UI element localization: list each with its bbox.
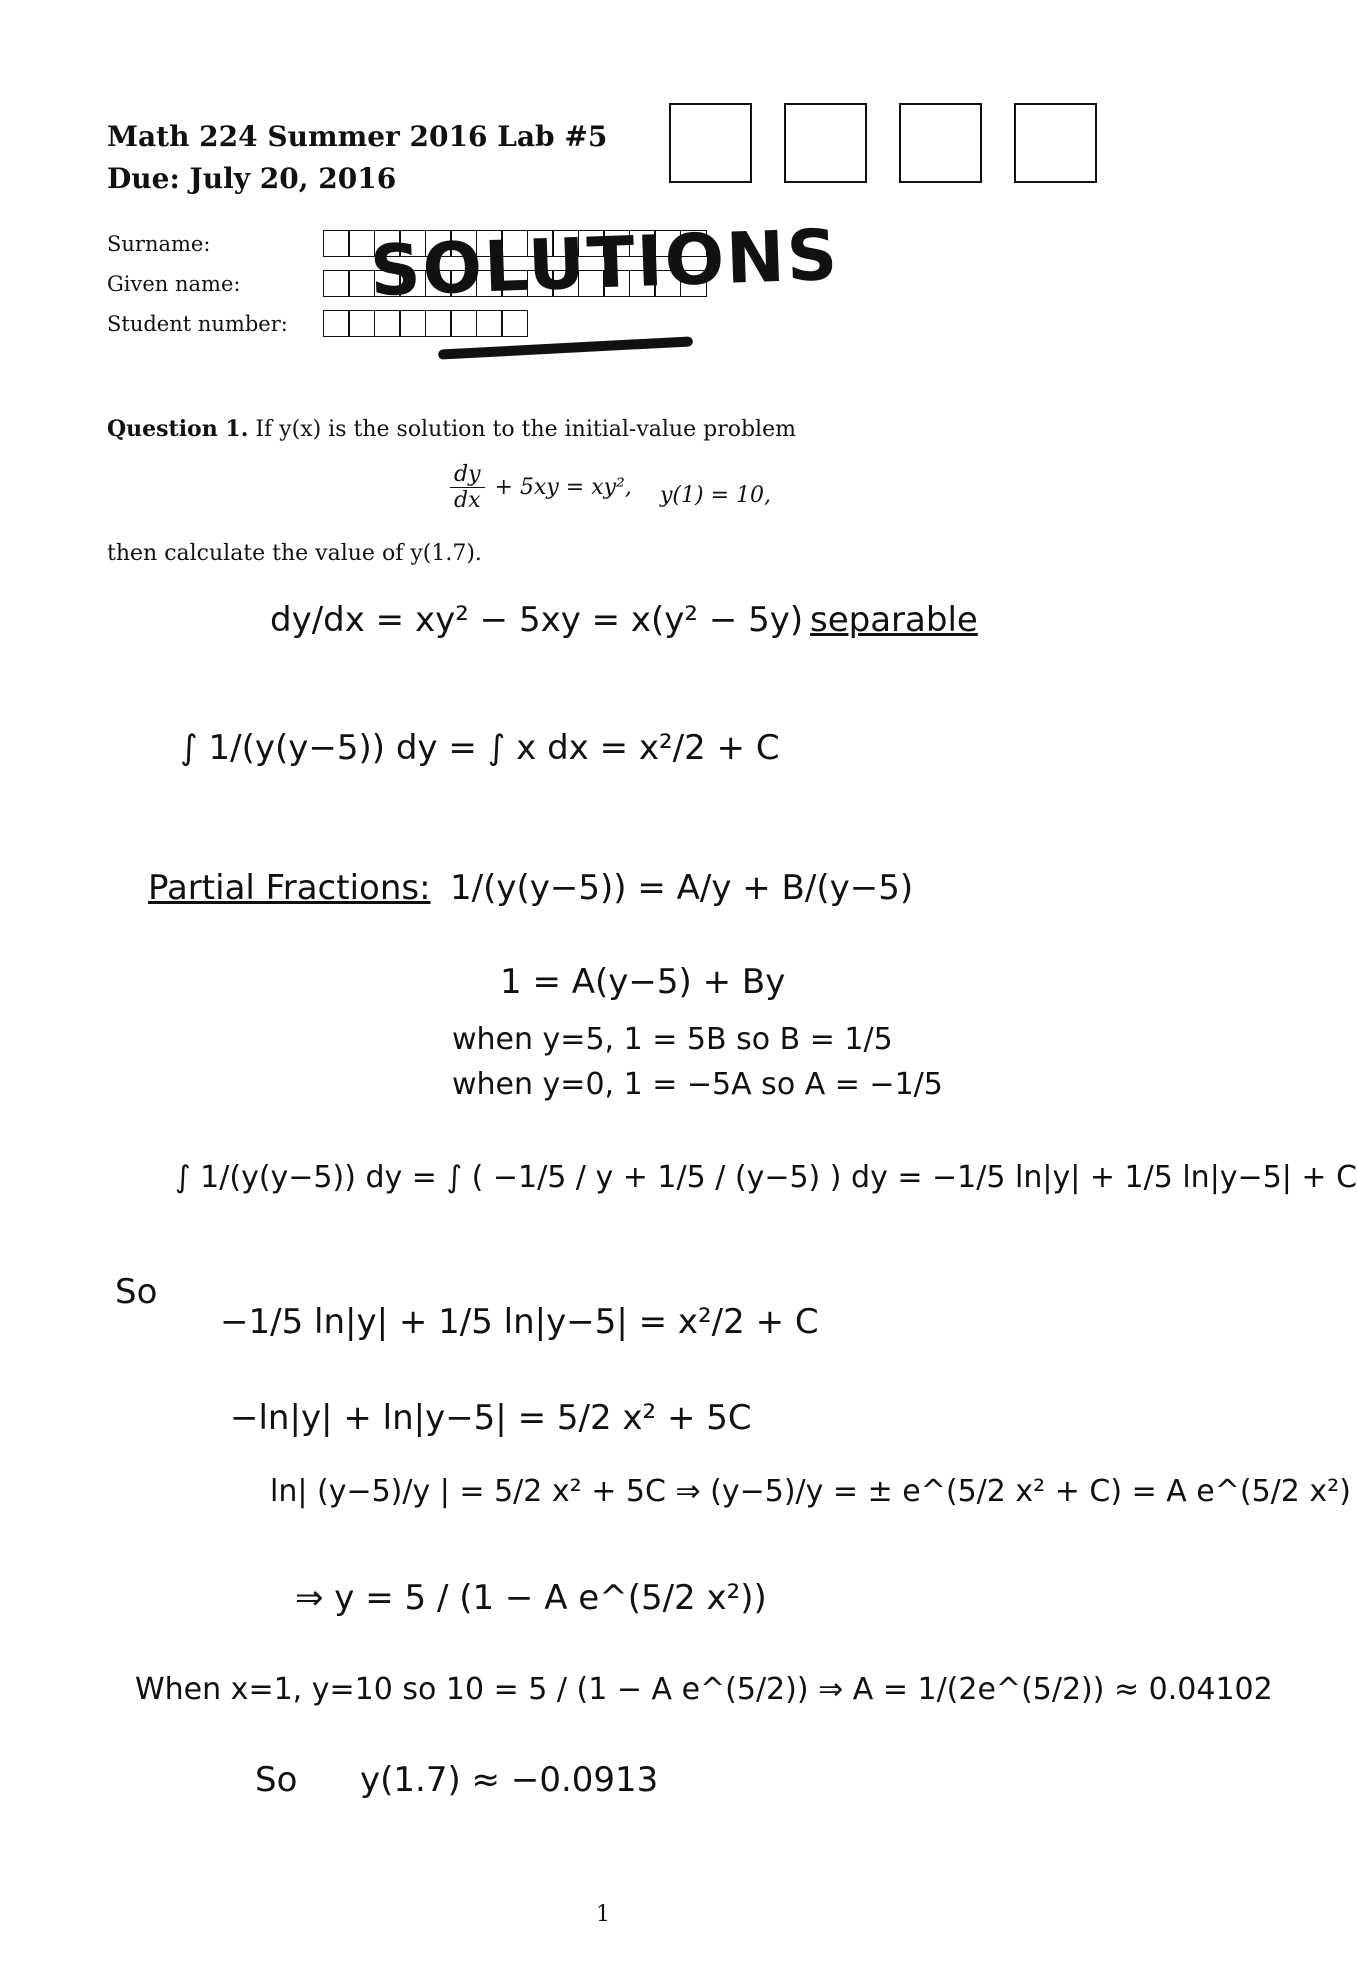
equation-rest: + 5xy = xy², — [494, 475, 632, 500]
separable-note: separable — [810, 600, 978, 640]
partial-fractions-label: Partial Fractions: — [148, 868, 431, 908]
grid-cell — [476, 310, 503, 337]
partial-fractions-eq: 1/(y(y−5)) = A/y + B/(y−5) — [450, 868, 914, 908]
grade-box — [1014, 103, 1097, 183]
due-date: Due: July 20, 2016 — [107, 162, 397, 195]
work-line-1: dy/dx = xy² − 5xy = x(y² − 5y) — [270, 600, 804, 640]
pf-line-3: when y=0, 1 = −5A so A = −1/5 — [452, 1067, 943, 1102]
derivative-fraction — [450, 462, 485, 513]
grid-cell — [399, 310, 426, 337]
step-1: −1/5 ln|y| + 1/5 ln|y−5| = x²/2 + C — [220, 1302, 819, 1342]
page-number: 1 — [596, 1902, 610, 1927]
grid-cell — [425, 310, 452, 337]
stamp-underline — [438, 336, 693, 359]
solutions-stamp: SOLUTIONS — [368, 213, 841, 313]
grid-cell — [450, 310, 477, 337]
question-label: Question 1. — [107, 416, 249, 442]
grid-cell — [374, 310, 401, 337]
grid-cell — [323, 310, 350, 337]
grade-boxes — [669, 103, 1097, 183]
step-3: ln| (y−5)/y | = 5/2 x² + 5C ⇒ (y−5)/y = ± e^(5/2 x² + C) = A e^(5/2 x²) — [270, 1474, 1351, 1509]
lab-title: Math 224 Summer 2016 Lab #5 — [107, 120, 608, 153]
step-4: ⇒ y = 5 / (1 − A e^(5/2 x²)) — [295, 1578, 767, 1618]
integral-line: ∫ 1/(y(y−5)) dy = ∫ ( −1/5 / y + 1/5 / (y−5) ) dy = −1/5 ln|y| + 1/5 ln|y−5| + C — [175, 1160, 1357, 1195]
grade-box — [784, 103, 867, 183]
question-prompt — [107, 416, 796, 442]
pf-line-2: when y=5, 1 = 5B so B = 1/5 — [452, 1022, 893, 1057]
work-line-2: ∫ 1/(y(y−5)) dy = ∫ x dx = x²/2 + C — [180, 728, 780, 768]
given-name-label: Given name: — [107, 272, 241, 296]
grid-cell — [501, 310, 528, 337]
grade-box — [899, 103, 982, 183]
student-number-label: Student number: — [107, 312, 288, 336]
ode-equation — [450, 462, 632, 513]
so-label-2: So — [255, 1760, 298, 1800]
initial-condition: y(1) = 10, — [660, 483, 771, 508]
final-answer: y(1.7) ≈ −0.0913 — [360, 1760, 659, 1800]
surname-label: Surname: — [107, 232, 211, 256]
grade-box — [669, 103, 752, 183]
so-label: So — [115, 1272, 158, 1312]
fraction-numerator: dy — [450, 462, 485, 488]
question-text: If y(x) is the solution to the initial-value problem — [255, 417, 796, 442]
fraction-denominator: dx — [454, 488, 481, 513]
question-task: then calculate the value of y(1.7). — [107, 541, 482, 566]
grid-cell — [348, 310, 375, 337]
step-2: −ln|y| + ln|y−5| = 5/2 x² + 5C — [230, 1398, 752, 1438]
pf-line-1: 1 = A(y−5) + By — [500, 962, 786, 1002]
grid-cell — [323, 270, 350, 297]
grid-cell — [323, 230, 350, 257]
student-number-grid — [324, 310, 528, 337]
step-5: When x=1, y=10 so 10 = 5 / (1 − A e^(5/2)) ⇒ A = 1/(2e^(5/2)) ≈ 0.04102 — [135, 1672, 1273, 1707]
